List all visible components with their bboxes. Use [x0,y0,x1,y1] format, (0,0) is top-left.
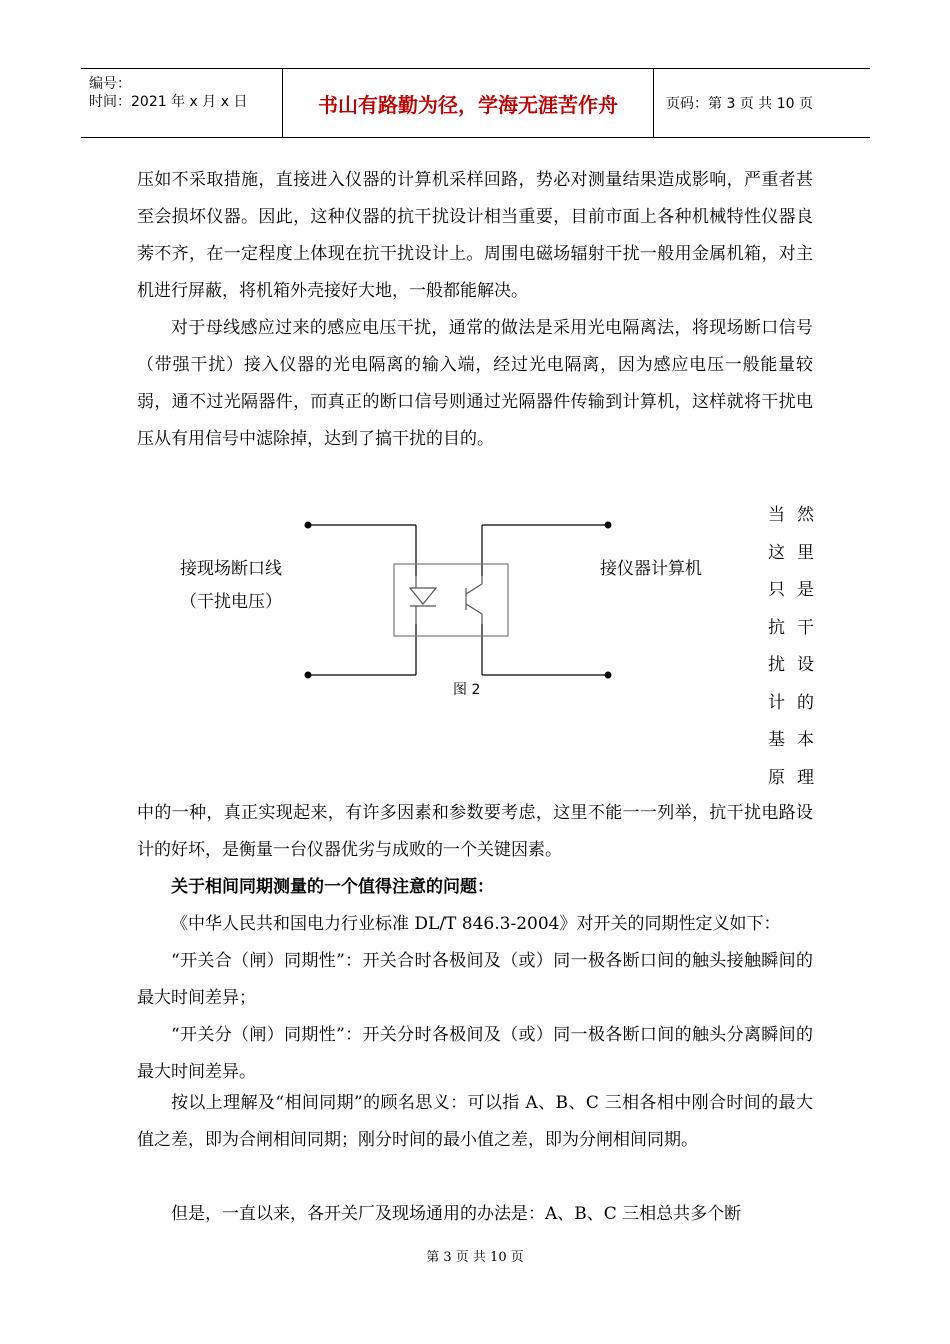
figure-caption: 图 2 [453,682,481,698]
header-meta-cell [81,69,283,137]
paragraph-6: “开关分（闸）同期性”：开关分时各极间及（或）同一极各断口间的触头分离瞬间的最大时间差异。 [137,1025,813,1082]
side-text-line: 基 本 [768,730,814,750]
section-heading: 关于相间同期测量的一个值得注意的问题： [171,877,494,897]
side-text-line: 扰 设 [768,655,814,675]
side-text-line: 这 里 [768,542,814,563]
side-text-line: 当 然 [768,505,814,525]
side-text-line: 抗 干 [768,617,814,638]
paragraph-4: 《中华人民共和国电力行业标准 DL/T 846.3-2004》对开关的同期性定义如下： [171,914,781,934]
code-label: 编号： [89,76,131,92]
optocoupler-diagram [300,516,616,682]
figure-left-label-interference: （干扰电压） [180,592,282,612]
page-footer: 第 3 页 共 10 页 [426,1250,524,1265]
paragraph-3: 中的一种，真正实现起来，有许多因素和参数要考虑，这里不能一一列举，抗干扰电路设计的好坏，是衡量一台仪器优劣与成败的一个关键因素。 [137,803,813,860]
figure-right-label: 接仪器计算机 [600,559,702,579]
time-label: 时间：2021 年 x 月 x 日 [89,94,248,110]
side-text-line: 计 的 [768,692,814,713]
paragraph-5: “开关合（闸）同期性”：开关合时各极间及（或）同一极各断口间的触头接触瞬间的最大时间差异； [137,951,813,1008]
side-text-line: 原 理 [768,767,814,788]
side-text-column [768,497,814,797]
paragraph-2: 对于母线感应过来的感应电压干扰，通常的做法是采用光电隔离法，将现场断口信号（带强干扰）接入仪器的光电隔离的输入端，经过光电隔离，因为感应电压一般能量较弱，通不过光隔器件，而真正的断口信号则通过光隔器件传输到计算机，这样就将干扰电压从有用信号中滤除掉，达到了搞干扰的目的。 [137,318,813,449]
paragraph-1: 压如不采取措施，直接进入仪器的计算机采样回路，势必对测量结果造成影响，严重者甚至会损坏仪器。因此，这种仪器的抗干扰设计相当重要，目前市面上各种机械特性仪器良莠不齐，在一定程度上体现在抗干扰设计上。周围电磁场辐射干扰一般用金属机箱，对主机进行屏蔽，将机箱外壳接好大地，一般都能解决。 [137,170,813,301]
header-page-info: 页码：第 3 页 共 10 页 [666,96,813,112]
figure-left-label-line: 接现场断口线 [180,559,282,579]
paragraph-8: 但是，一直以来，各开关厂及现场通用的办法是：A、B、C 三相总共多个断 [171,1204,742,1224]
header-motto: 书山有路勤为径，学海无涯苦作舟 [283,69,654,137]
paragraph-7: 按以上理解及“相间同期”的顾名思义：可以指 A、B、C 三相各相中刚合时间的最大值之差，即为合闸相间同期；刚分时间的最小值之差，即为分闸相间同期。 [137,1093,813,1150]
side-text-line: 只 是 [768,580,814,600]
header-table [81,68,870,138]
